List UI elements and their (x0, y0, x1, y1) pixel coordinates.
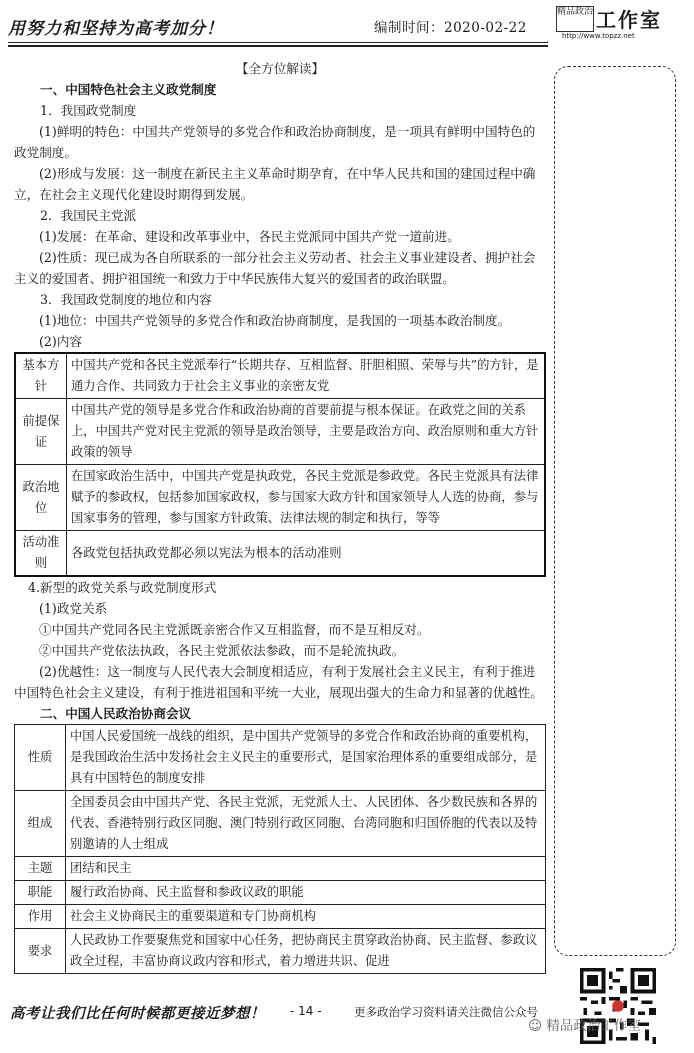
table-key: 主题 (15, 857, 66, 881)
paragraph: (2)形成与发展：这一制度在新民主主义革命时期孕育，在中华人民共和国的建国过程中确立，在社会主义现代化建设时期得到发展。 (14, 166, 536, 202)
subheading-3: 3．我国政党制度的地位和内容 (40, 292, 212, 307)
footer-more-info: 更多政治学习资料请关注微信公众号 (354, 1005, 538, 1019)
table-key: 组成 (15, 791, 66, 857)
table-row (15, 791, 546, 857)
paragraph: ②中国共产党依法执政，各民主党派依法参政，而不是轮流执政。 (39, 643, 405, 658)
table-value: 社会主义协商民主的重要渠道和专门协商机构 (66, 905, 546, 929)
paragraph: (2)内容 (39, 334, 83, 349)
table-row (15, 881, 546, 905)
wechat-watermark (528, 1014, 641, 1034)
table-value: 各政党包括执政党都必须以宪法为根本的活动准则 (67, 531, 546, 577)
subheading-4: 4.新型的政党关系与政党制度形式 (28, 580, 217, 595)
cppcc-table (14, 724, 546, 974)
wechat-icon: ☺ (528, 1018, 547, 1034)
logo-url: http://www.topzz.net (562, 32, 635, 40)
header-divider-thick (8, 45, 548, 47)
table-key: 活动准则 (15, 531, 67, 577)
header-divider (8, 42, 548, 43)
paragraph: (1)发展：在革命、建设和改革事业中，各民主党派同中国共产党一道前进。 (39, 229, 460, 244)
table-value: 人民政协工作要聚焦党和国家中心任务，把协商民主贯穿政治协商、民主监督、参政议政全过程，丰富协商议政内容和形式，着力增进共识、促进 (66, 929, 546, 974)
table-value: 在国家政治生活中，中国共产党是执政党，各民主党派是参政党。各民主党派具有法律赋予的参政权，包括参加国家政权，参与国家大政方针和国家领导人人选的协商，参与国家事务的管理，参与国家方针政策、法律法规的制定和执行，等等 (67, 465, 546, 531)
table-value: 中国共产党和各民主党派奉行“长期共存、互相监督、肝胆相照、荣辱与共”的方针，是通力合作、共同致力于社会主义事业的亲密友党 (67, 353, 546, 399)
section-heading-2: 二、中国人民政治协商会议 (40, 706, 192, 721)
paragraph: (1)鲜明的特色：中国共产党领导的多党合作和政治协商制度，是一项具有鲜明中国特色的政党制度。 (14, 124, 536, 160)
paragraph: ①中国共产党同各民主党派既亲密合作又互相监督，而不是互相反对。 (39, 622, 430, 637)
table-row (15, 353, 545, 399)
paragraph: (1)地位：中国共产党领导的多党合作和政治协商制度，是我国的一项基本政治制度。 (39, 313, 511, 328)
subheading-1: 1．我国政党制度 (40, 103, 137, 118)
table-row (15, 905, 546, 929)
paragraph: (1)政党关系 (39, 601, 108, 616)
table-key: 性质 (15, 725, 66, 791)
table-row (15, 725, 546, 791)
table-row (15, 929, 546, 974)
document-body (14, 58, 546, 974)
table-key: 基本方针 (15, 353, 67, 399)
table-key: 要求 (15, 929, 66, 974)
subheading-2: 2．我国民主党派 (40, 208, 137, 223)
paragraph: (2)优越性：这一制度与人民代表大会制度相适应，有利于发展社会主义民主，有利于推进中国特色社会主义建设，有利于推进祖国和平统一大业，展现出强大的生命力和显著的优越性。 (14, 664, 543, 700)
paragraph: (2)性质：现已成为各自所联系的一部分社会主义劳动者、社会主义事业建设者、拥护社会主义的爱国者、拥护祖国统一和致力于中华民族伟大复兴的爱国者的政治联盟。 (14, 250, 536, 286)
page-number: - 14 - (290, 1004, 322, 1018)
section-box-title: 【全方位解读】 (235, 61, 325, 76)
section-heading-1: 一、中国特色社会主义政党制度 (40, 82, 217, 97)
table-value: 履行政治协商、民主监督和参政议政的职能 (66, 881, 546, 905)
compile-time: 编制时间：2020-02-22 (374, 20, 527, 36)
table-key: 政治地位 (15, 465, 67, 531)
party-system-table (14, 352, 546, 577)
table-key: 作用 (15, 905, 66, 929)
studio-logo (556, 4, 686, 38)
wechat-account: 精品政治工作室 (546, 1018, 641, 1034)
logo-title: 工作室 (596, 8, 662, 32)
header-slogan: 用努力和坚持为高考加分！ (8, 19, 224, 39)
table-key: 前提保证 (15, 399, 67, 465)
table-value: 中国共产党的领导是多党合作和政治协商的首要前提与根本保证。在政党之间的关系上，中国共产党对民主党派的领导是政治领导，主要是政治方向、政治原则和重大方针政策的领导 (67, 399, 546, 465)
logo-seal-icon: 精品政治 (556, 6, 594, 32)
table-row (15, 857, 546, 881)
footer-slogan: 高考让我们比任何时候都更接近梦想！ (10, 1005, 265, 1022)
notes-sidebar (554, 66, 676, 956)
table-value: 中国人民爱国统一战线的组织，是中国共产党领导的多党合作和政治协商的重要机构，是我国政治生活中发扬社会主义民主的重要形式，是国家治理体系的重要组成部分，是具有中国特色的制度安排 (66, 725, 546, 791)
table-row (15, 531, 545, 577)
table-row (15, 399, 545, 465)
table-value: 团结和民主 (66, 857, 546, 881)
table-key: 职能 (15, 881, 66, 905)
table-row (15, 465, 545, 531)
page-header (0, 0, 694, 44)
table-value: 全国委员会由中国共产党、各民主党派，无党派人士、人民团体、各少数民族和各界的代表、香港特别行政区同胞、澳门特别行政区同胞、台湾同胞和归国侨胞的代表以及特别邀请的人士组成 (66, 791, 546, 857)
